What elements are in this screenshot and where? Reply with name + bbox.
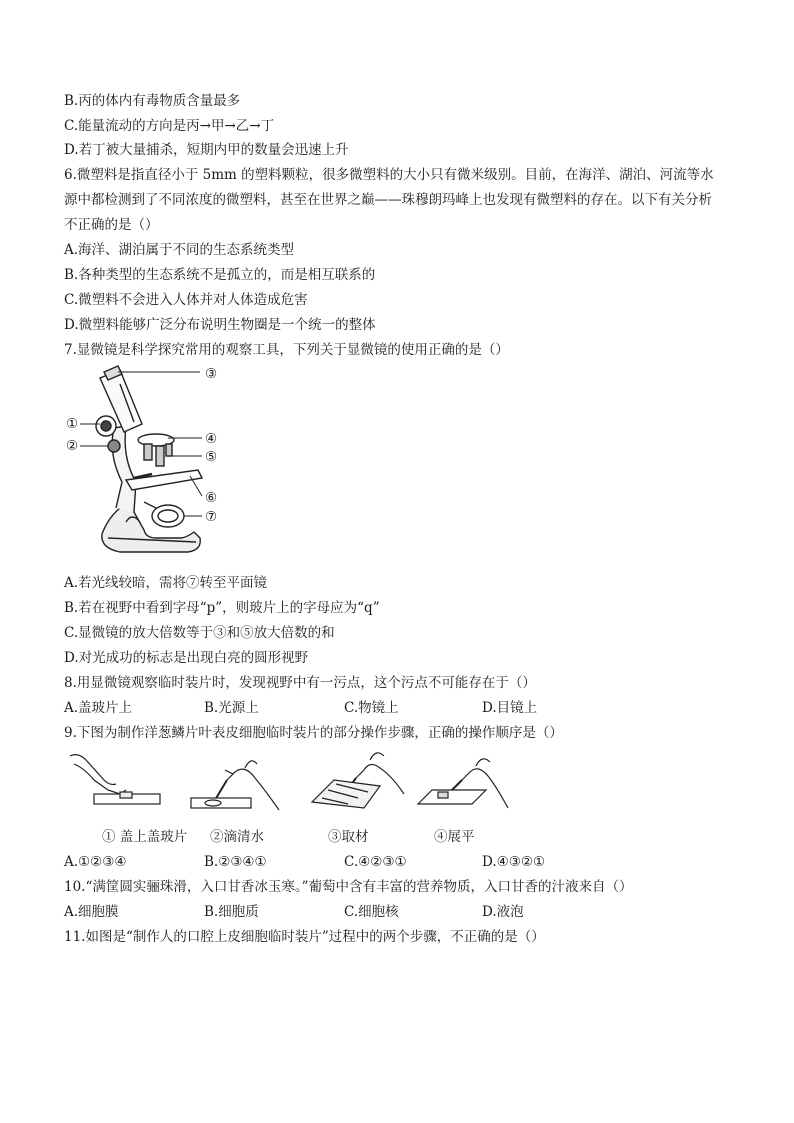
q9-step-2: ②滴清水 — [210, 829, 264, 845]
q5-option-b: B.丙的体内有毒物质含量最多 — [64, 93, 241, 109]
q9-option-a: A.①②③④ — [64, 854, 127, 870]
microscope-label-6: ⑥ — [205, 490, 218, 506]
q10-option-a: A.细胞膜 — [64, 904, 119, 920]
q8-option-d: D.目镜上 — [482, 700, 538, 716]
q7-option-a: A.若光线较暗，需将⑦转至平面镜 — [64, 575, 268, 591]
microscope-label-2: ② — [66, 438, 79, 454]
q7-stem: 7.显微镜是科学探究常用的观察工具，下列关于显微镜的使用正确的是（） — [64, 342, 509, 358]
q6-option-d: D.微塑料能够广泛分布说明生物圈是一个统一的整体 — [64, 317, 376, 333]
q9-step-1: ① 盖上盖玻片 — [102, 829, 188, 845]
microscope-label-3: ③ — [205, 366, 218, 382]
q8-stem: 8.用显微镜观察临时装片时，发现视野中有一污点，这个污点不可能存在于（） — [64, 675, 536, 691]
step-flatten-illustration — [412, 750, 512, 812]
q9-stem: 9.下图为制作洋葱鳞片叶表皮细胞临时装片的部分操作步骤，正确的操作顺序是（） — [64, 725, 563, 741]
q11-stem: 11.如图是“制作人的口腔上皮细胞临时装片”过程中的两个步骤，不正确的是（） — [64, 929, 545, 945]
q6-option-a: A.海洋、湖泊属于不同的生态系统类型 — [64, 242, 295, 258]
q9-option-b: B.②③④① — [204, 854, 267, 870]
q10-option-c: C.细胞核 — [344, 904, 399, 920]
microscope-label-5: ⑤ — [205, 449, 218, 465]
q9-step-3: ③取材 — [328, 829, 369, 845]
q6-stem-line-1: 6.微塑料是指直径小于 5mm 的塑料颗粒，很多微塑料的大小只有微米级别。目前，在海洋、湖泊、河流等水 — [64, 167, 714, 183]
q6-option-c: C.微塑料不会进入人体并对人体造成危害 — [64, 292, 308, 308]
q5-option-d: D.若丁被大量捕杀，短期内甲的数量会迅速上升 — [64, 142, 349, 158]
q6-option-b: B.各种类型的生态系统不是孤立的，而是相互联系的 — [64, 267, 376, 283]
q6-stem-line-3: 不正确的是（） — [64, 217, 159, 233]
q9-step-4: ④展平 — [434, 829, 475, 845]
q8-option-c: C.物镜上 — [344, 700, 399, 716]
q10-option-b: B.细胞质 — [204, 904, 259, 920]
q7-option-c: C.显微镜的放大倍数等于③和⑤放大倍数的和 — [64, 625, 335, 641]
q5-option-c: C.能量流动的方向是丙→甲→乙→丁 — [64, 118, 275, 134]
step-drip-water-illustration — [185, 750, 285, 812]
q7-option-d: D.对光成功的标志是出现白亮的圆形视野 — [64, 650, 309, 666]
microscope-label-7: ⑦ — [205, 509, 218, 525]
q9-option-c: C.④②③① — [344, 854, 407, 870]
step-cover-slip-illustration — [64, 750, 164, 812]
q8-option-b: B.光源上 — [204, 700, 259, 716]
q9-option-d: D.④③②① — [482, 854, 546, 870]
q6-stem-line-2: 源中都检测到了不同浓度的微塑料，甚至在世界之巅——珠穆朗玛峰上也发现有微塑料的存在。以下有关分析 — [64, 192, 712, 208]
q8-option-a: A.盖玻片上 — [64, 700, 133, 716]
microscope-label-4: ④ — [205, 431, 218, 447]
q10-option-d: D.液泡 — [482, 904, 524, 920]
q7-option-b: B.若在视野中看到字母“p”，则玻片上的字母应为“q” — [64, 600, 380, 616]
microscope-label-1: ① — [66, 416, 79, 432]
q10-stem: 10.“满筐圆实骊珠滑，入口甘香冰玉寒。”葡萄中含有丰富的营养物质，入口甘香的汁液来自（） — [64, 879, 633, 895]
step-take-material-illustration — [308, 746, 408, 812]
